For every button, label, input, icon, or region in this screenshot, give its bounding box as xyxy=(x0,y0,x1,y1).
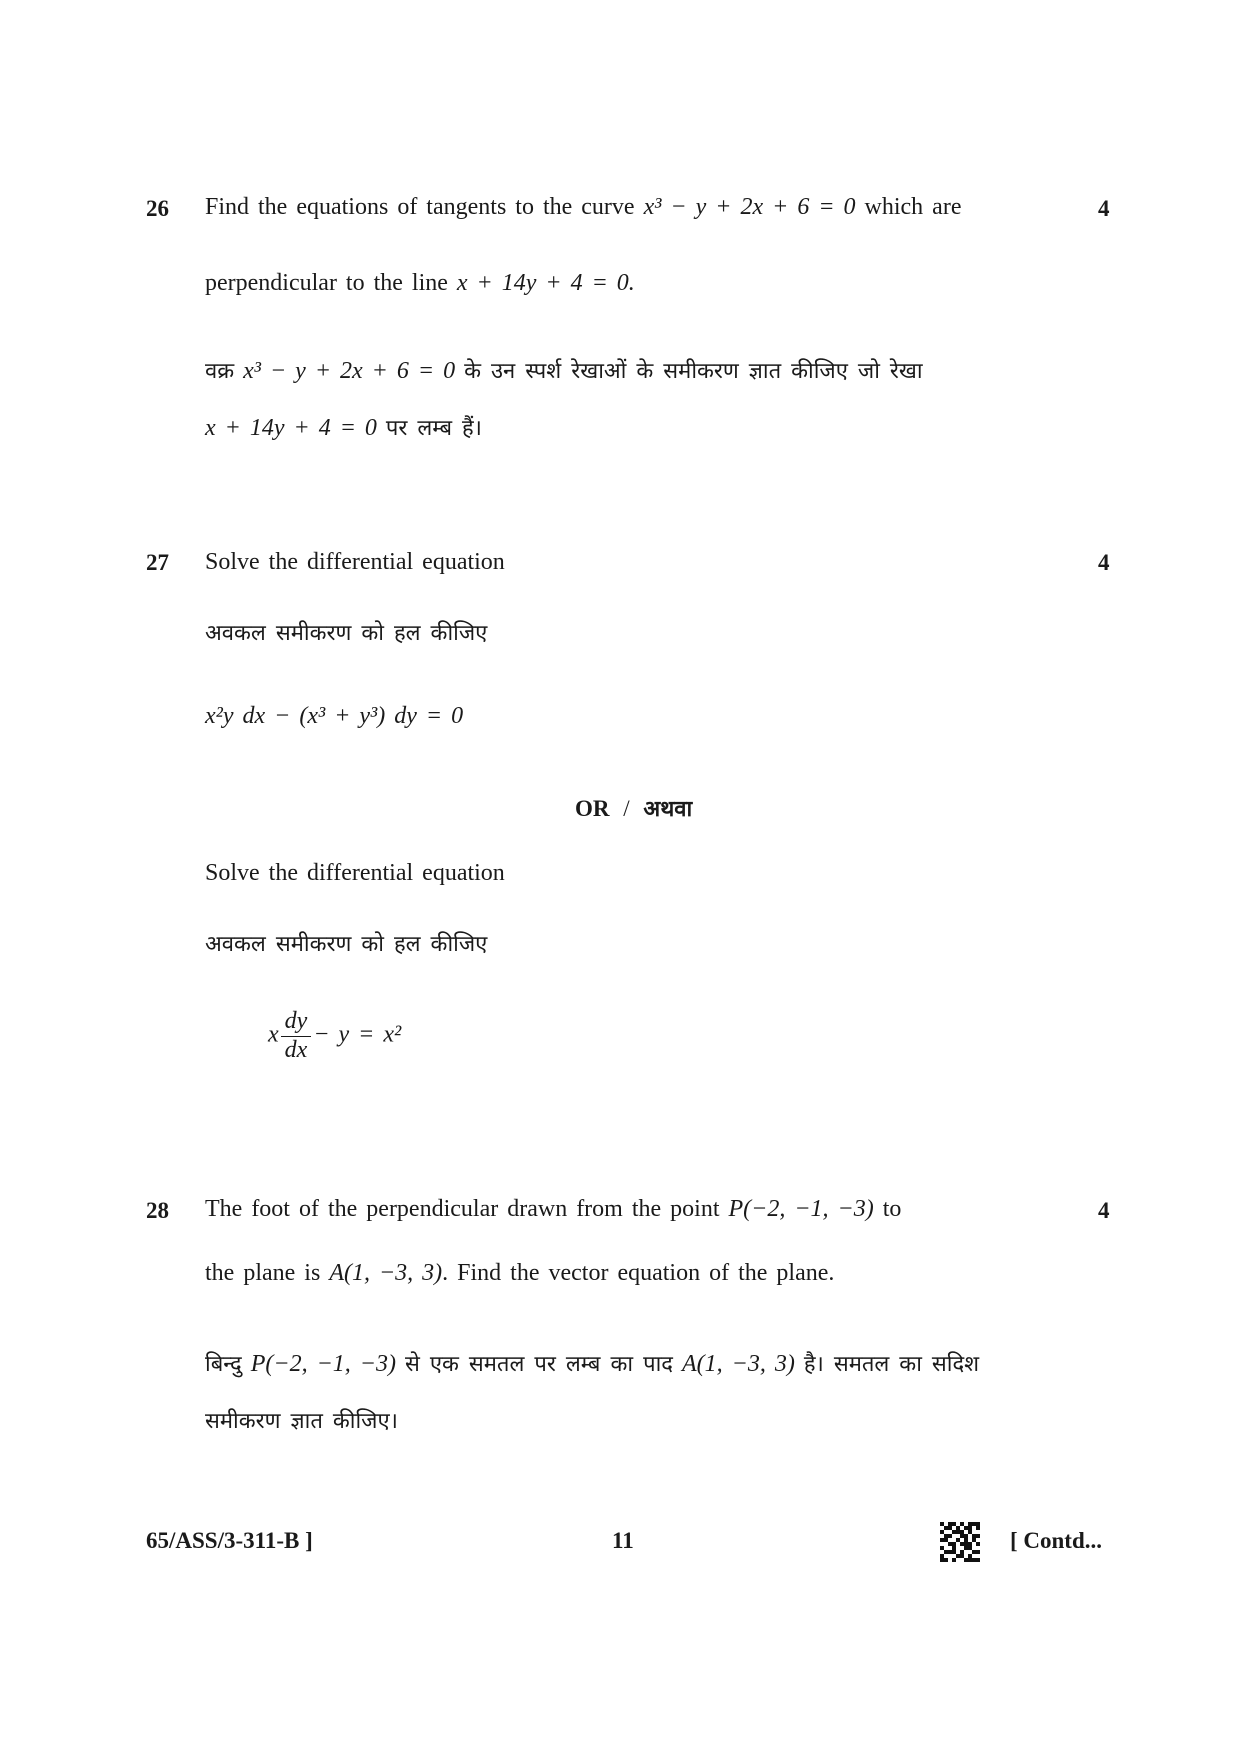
q28-hindi-text: बिन्दु xyxy=(205,1352,242,1377)
q28-english-line-2 xyxy=(205,1260,834,1287)
question-marks-27: 4 xyxy=(1098,550,1110,575)
q28-hindi-text-end: है। समतल का सदिश xyxy=(803,1352,980,1377)
q26-hindi-curve-equation: x³ − y + 2x + 6 = 0 xyxy=(243,358,456,384)
paper-code: 65/ASS/3-311-B ] xyxy=(146,1528,313,1553)
q28-hindi-line-2: समीकरण ज्ञात कीजिए। xyxy=(205,1409,398,1434)
q26-text-end: which are xyxy=(864,194,962,220)
q26-line-equation: x + 14y + 4 = 0. xyxy=(456,270,635,296)
or-separator xyxy=(575,793,692,823)
q27-alt-english-line: Solve the differential equation xyxy=(205,860,505,886)
derivative-fraction xyxy=(281,1008,312,1064)
q28-point-a: A(1, −3, 3) xyxy=(329,1260,443,1286)
q28-text: The foot of the perpendicular drawn from the point xyxy=(205,1196,720,1222)
q28-hindi-point-a: A(1, −3, 3) xyxy=(681,1351,795,1377)
q27-hindi-line: अवकल समीकरण को हल कीजिए xyxy=(205,621,488,646)
q28-text-end: to xyxy=(882,1196,902,1222)
q27-alt-eq-x: x xyxy=(268,1021,279,1048)
question-marks-28: 4 xyxy=(1098,1198,1110,1223)
q28-point-p: P(−2, −1, −3) xyxy=(728,1196,874,1222)
q27-alt-eq-rest: − y = x² xyxy=(313,1021,402,1048)
qr-code-icon xyxy=(940,1522,980,1562)
q27-equation: x²y dx − (x³ + y³) dy = 0 xyxy=(205,703,464,729)
q26-hindi-line-equation: x + 14y + 4 = 0 xyxy=(205,415,377,441)
q26-english-line-1 xyxy=(205,194,961,221)
q26-hindi-text: वक्र xyxy=(205,359,235,384)
q26-hindi-text-end: के उन स्पर्श रेखाओं के समीकरण ज्ञात कीजिए जो रेखा xyxy=(464,359,923,384)
question-number-26: 26 xyxy=(146,196,169,221)
question-number-27: 27 xyxy=(146,550,169,575)
q26-text: Find the equations of tangents to the curve xyxy=(205,194,635,220)
q26-hindi-line-1 xyxy=(205,355,923,385)
q28-hindi-text-mid: से एक समतल पर लम्ब का पाद xyxy=(404,1352,673,1377)
or-hindi-label: अथवा xyxy=(643,797,693,822)
question-marks-26: 4 xyxy=(1098,196,1110,221)
question-number-28: 28 xyxy=(146,1198,169,1223)
q28-hindi-line-1 xyxy=(205,1348,979,1378)
q26-hindi-line-2 xyxy=(205,412,482,442)
fraction-numerator: dy xyxy=(281,1008,312,1037)
q28-english-line-1 xyxy=(205,1196,901,1223)
q28-hindi-point-p: P(−2, −1, −3) xyxy=(250,1351,396,1377)
page-number: 11 xyxy=(612,1528,634,1553)
q26-english-line-2 xyxy=(205,270,635,297)
q26-curve-equation: x³ − y + 2x + 6 = 0 xyxy=(643,194,856,220)
q28-text-2: the plane is xyxy=(205,1260,321,1286)
q27-alt-equation xyxy=(268,1008,401,1064)
fraction-denominator: dx xyxy=(284,1036,308,1063)
q28-text-2-end: . Find the vector equation of the plane. xyxy=(442,1260,835,1286)
continued-label: [ Contd... xyxy=(1010,1528,1103,1553)
or-slash: / xyxy=(623,796,630,821)
q27-english-line: Solve the differential equation xyxy=(205,549,505,575)
q26-hindi-text-2: पर लम्ब हैं। xyxy=(385,416,483,441)
or-label: OR xyxy=(575,796,610,821)
q27-alt-hindi-line: अवकल समीकरण को हल कीजिए xyxy=(205,932,488,957)
q26-text-2: perpendicular to the line xyxy=(205,270,448,296)
